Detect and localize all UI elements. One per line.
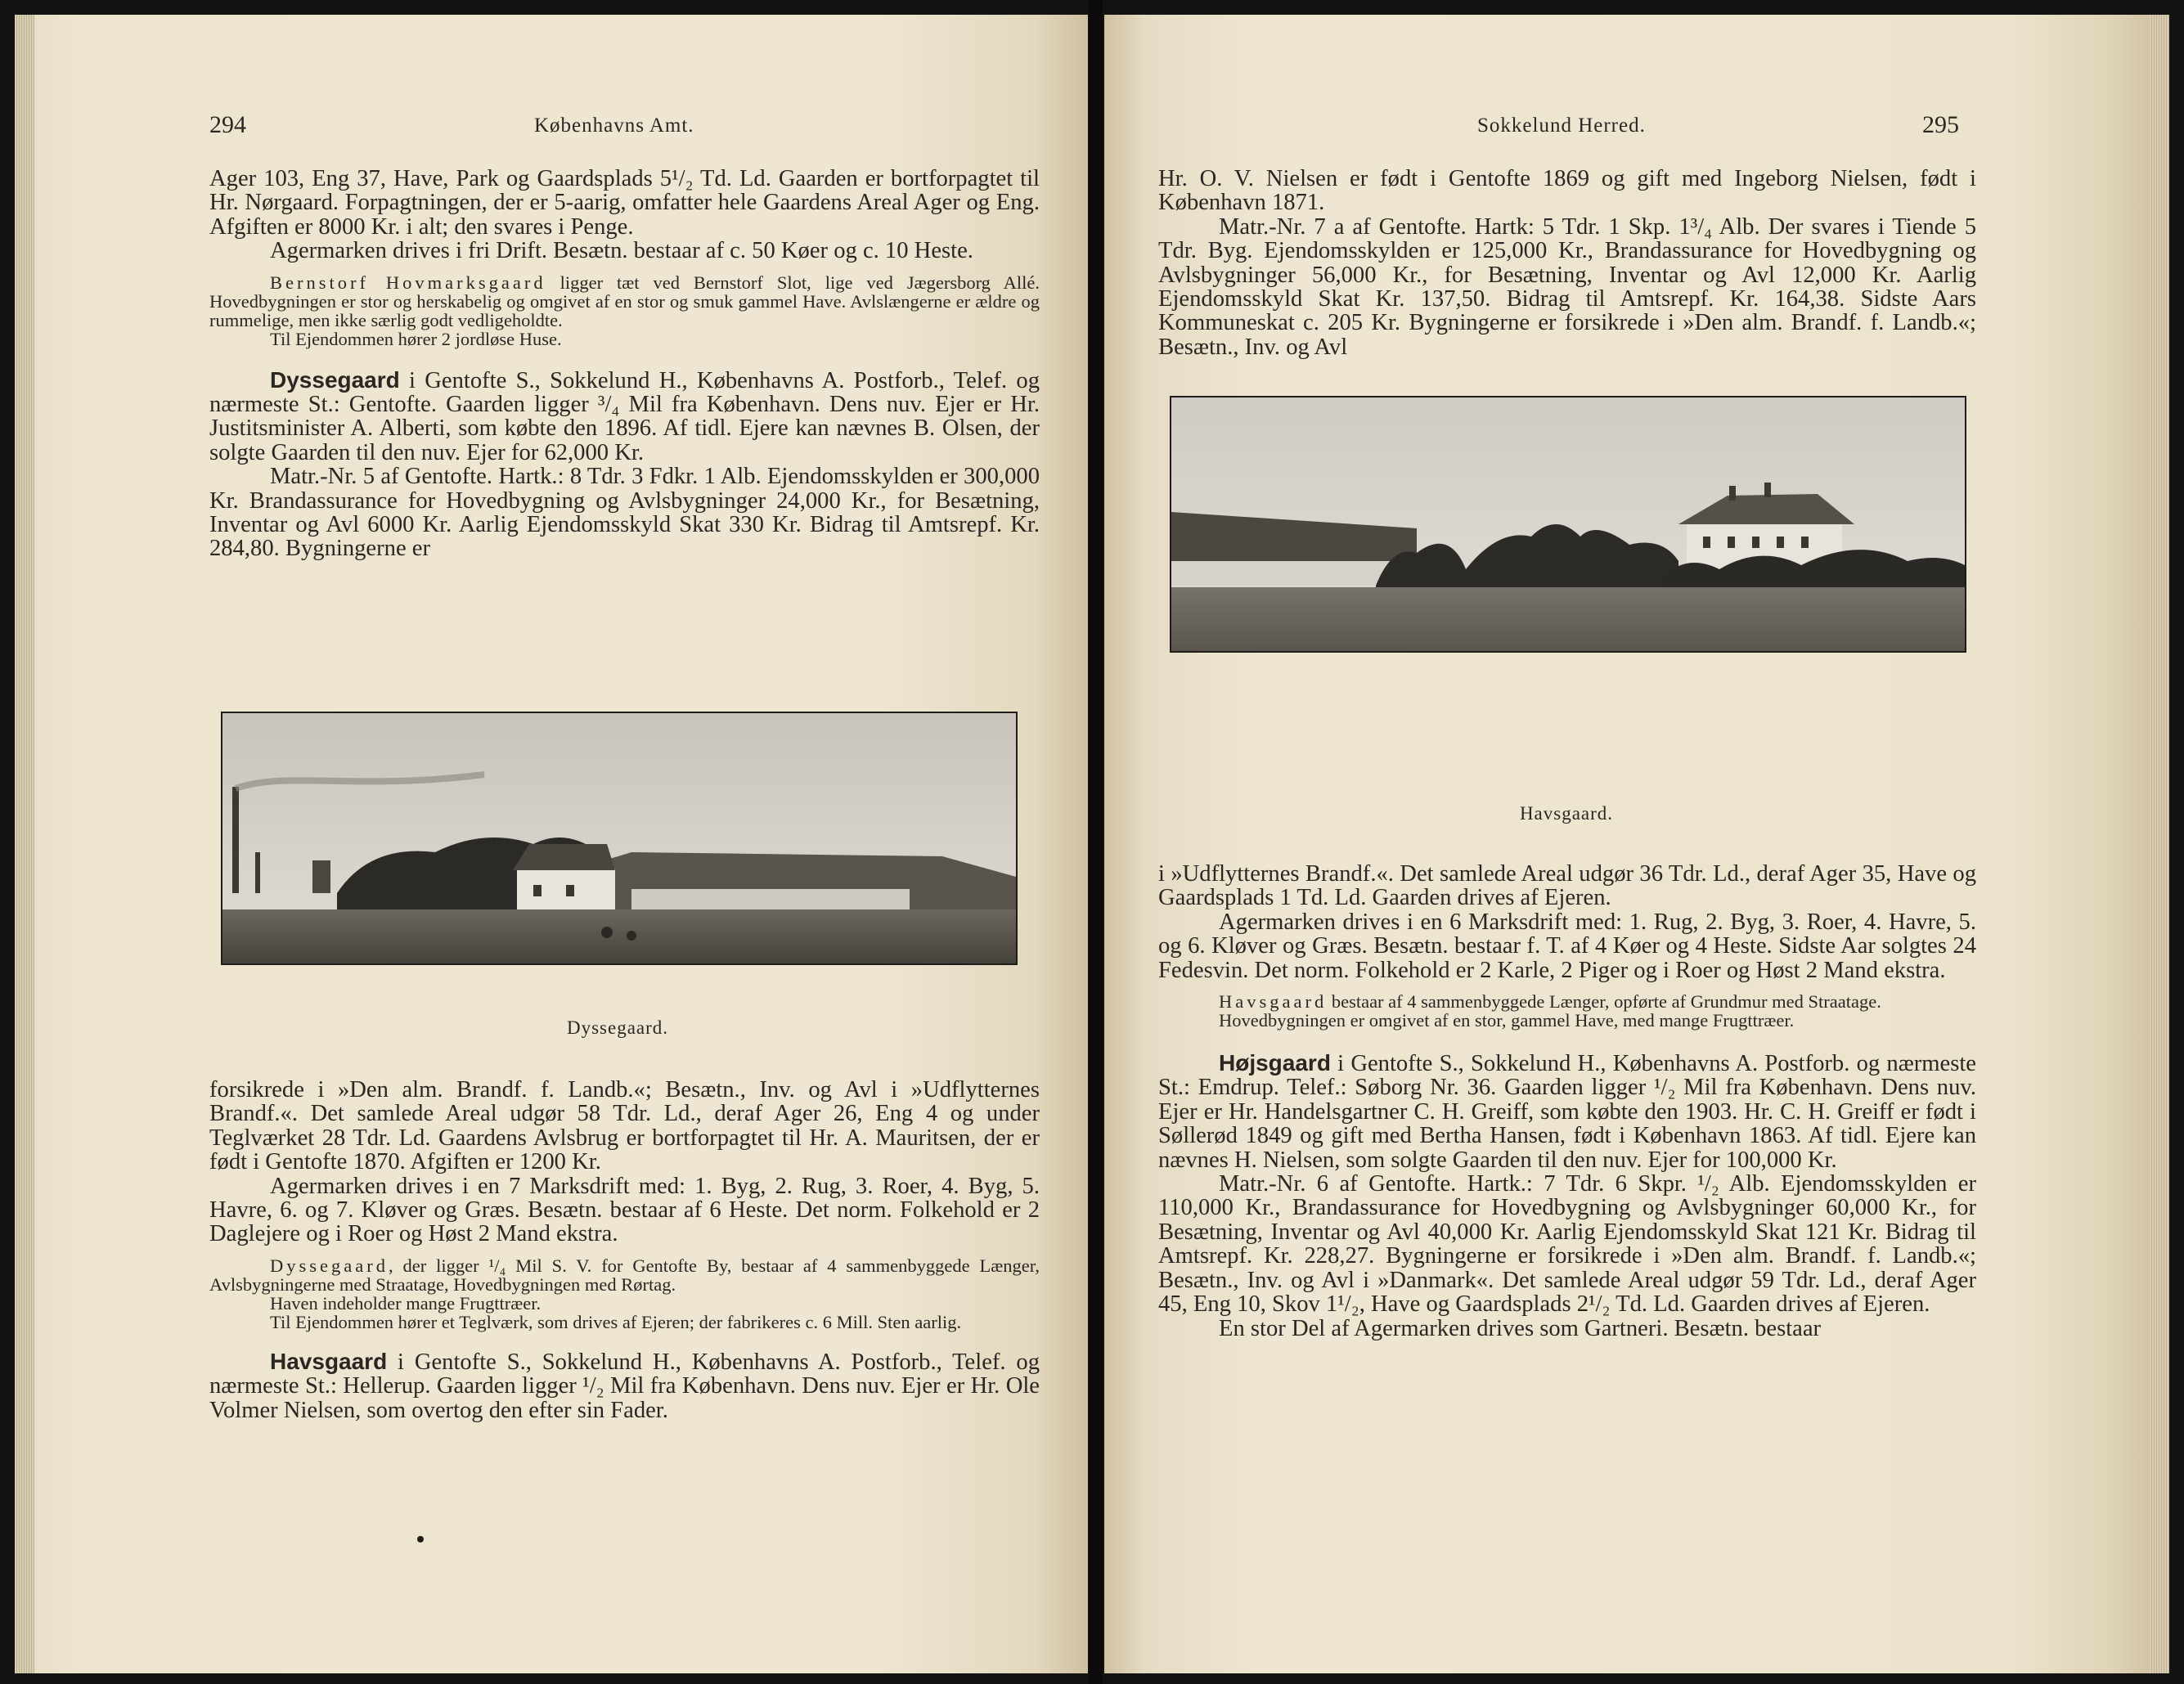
note	[209, 273, 1040, 330]
text-column-top	[209, 167, 1040, 561]
note: Haven indeholder mange Frugttræer.	[270, 1292, 542, 1314]
note: Til Ejendommen hører 2 jordløse Huse.	[270, 328, 562, 349]
paragraph: Matr.-Nr. 7 a af Gentofte. Hartk: 5 Tdr. 1 Skp. 1³/₄ Alb. Der svares i Tiende 5 Tdr. Byg. Ejendomsskylden er 125,000 Kr., Brandassurance for Hovedbygning og Avlsbygninger 56,000 Kr., for Besætning, Inventar og Avl 12,000 Kr. Aarlig Ejendomsskyld Skat Kr. 137,50. Bidrag til Amtsrepf. Kr. 164,38. Sidste Aars Kommuneskat c. 205 Kr. Bygningerne er forsikrede i »Den alm. Brandf. f. Landb.«; Besætn., Inv. og Avl	[1158, 213, 1976, 360]
note: Til Ejendommen hører et Teglværk, som drives af Ejeren; der fabrikeres c. 6 Mill. Sten aarlig.	[270, 1311, 962, 1332]
paragraph: Matr.-Nr. 5 af Gentofte. Hartk.: 8 Tdr. 3 Fdkr. 1 Alb. Ejendomsskylden er 300,000 Kr. Brandassurance for Hovedbygning og Avlsbygninger 24,000 Kr., for Besætning, Inventar og Avl 6000 Kr. Aarlig Ejendomsskyld Skat 330 Kr. Bidrag til Amtsrepf. Kr. 284,80. Bygningerne er	[209, 464, 1040, 562]
note-title: Dyssegaard	[270, 1255, 389, 1276]
note-text: ligger tæt ved Bernstorf Slot, lige ved Jægersborg Allé. Hovedbygningen er stor og herskabelig og omgivet af en stor og smuk gammel Have. Avlslængerne er ældre og rummelige, men ikke særlig godt vedligeholdte.	[209, 272, 1040, 330]
note-title: Bernstorf Hovmarksgaard	[270, 272, 546, 293]
paragraph: Ager 103, Eng 37, Have, Park og Gaardsplads 5¹/₂ Td. Ld. Gaarden er bortforpagtet til Hr. Nørgaard. Forpagtningen, der er 5-aarig, omfatter hele Gaardens Areal Ager og Eng. Afgiften er 8000 Kr. i alt; den svares i Penge.	[209, 166, 1040, 240]
running-header: Københavns Amt.	[534, 115, 694, 137]
note	[1158, 992, 1976, 1011]
note-text: bestaar af 4 sammenbyggede Længer, opførte af Grundmur med Straatage.	[1327, 991, 1881, 1013]
entry-text: i Gentofte S., Sokkelund H., Københavns A. Postforb., Telef. og nærmeste St.: Gentofte. Gaarden ligger ³/₄ Mil fra København. Dens nuv. Ejer er Hr. Justitsminister A. Alberti, som købte den 1896. Af tidl. Ejere kan nævnes B. Olsen, der solgte Gaarden til den nuv. Ejer for 62,000 Kr.	[209, 367, 1040, 465]
page-edge	[2150, 15, 2169, 1673]
page-number: 294	[209, 111, 246, 138]
note	[209, 1256, 1040, 1294]
paragraph: forsikrede i »Den alm. Brandf. f. Landb.«; Besætn., Inv. og Avl i »Udflytternes Brandf.«. Det samlede Areal udgør 58 Tdr. Ld., deraf Ager 26, Eng 4 og under Teglværket 28 Tdr. Ld. Gaardens Avlsbrug er bortforpagtet til Hr. A. Mauritsen, der er født i Gentofte 1870. Afgiften er 1200 Kr.	[209, 1077, 1040, 1175]
right-page	[1104, 15, 2169, 1673]
paragraph: i »Udflytternes Brandf.«. Det samlede Areal udgør 36 Tdr. Ld., deraf Ager 35, Have og Gaardsplads 1 Td. Ld. Gaarden drives af Ejeren.	[1158, 861, 1976, 911]
photo-caption: Havsgaard.	[1519, 803, 1614, 824]
entry-title-havsgaard: Havsgaard	[270, 1348, 388, 1374]
entry-paragraph	[209, 1349, 1040, 1422]
paragraph: Agermarken drives i en 6 Marksdrift med: 1. Rug, 2. Byg, 3. Roer, 4. Havre, 5. og 6. Kløver og Græs. Besætn. bestaar f. T. af 4 Køer og 4 Heste. Sidste Aar solgtes 24 Fedesvin. Det norm. Folkehold er 2 Karle, 2 Piger og i Roer og Høst 2 Mand ekstra.	[1158, 909, 1976, 983]
entry-paragraph	[209, 368, 1040, 465]
paragraph: En stor Del af Agermarken drives som Gartneri. Besætn. bestaar	[1219, 1315, 1822, 1341]
photo-dyssegaard	[221, 712, 1018, 965]
entry-title-hojsgaard: Højsgaard	[1219, 1050, 1331, 1076]
note: Hovedbygningen er omgivet af en stor, gammel Have, med mange Frugttræer.	[1219, 1010, 1795, 1031]
note-text: , der ligger ¹/₄ Mil S. V. for Gentofte By, bestaar af 4 sammenbyggede Længer, Avlsbygningerne med Straatage, Hovedbygningen med Rørtag.	[209, 1255, 1040, 1295]
entry-paragraph	[1158, 1051, 1976, 1172]
page-edge	[15, 15, 34, 1673]
running-header: Sokkelund Herred.	[1477, 115, 1646, 137]
text-column-top	[1158, 167, 1976, 359]
book-gutter	[1088, 0, 1103, 1684]
paragraph: Hr. O. V. Nielsen er født i Gentofte 1869 og gift med Ingeborg Nielsen, født i København 1871.	[1158, 166, 1976, 216]
paragraph: Matr.-Nr. 6 af Gentofte. Hartk.: 7 Tdr. 6 Skpr. ¹/₂ Alb. Ejendomsskylden er 110,000 Kr., Brandassurance for Hovedbygning og Avlsbygninger 60,000 Kr., for Besætning, Inventar og Avl 40,000 Kr. Aarlig Ejendomsskyld Skat 121 Kr. Bidrag til Amtsrepf. Kr. 228,27. Bygningerne er forsikrede i »Den alm. Brandf. f. Landb.«; Besætn., Inv. og Avl i »Danmark«. Det samlede Areal udgør 59 Tdr. Ld., deraf Ager 45, Eng 10, Skov 1¹/₂, Have og Gaardsplads 2¹/₂ Td. Ld. Gaarden drives af Ejeren.	[1158, 1171, 1976, 1318]
entry-text: i Gentofte S., Sokkelund H., Københavns A. Postforb., Telef. og nærmeste St.: Hellerup. Gaarden ligger ¹/₂ Mil fra København. Dens nuv. Ejer er Hr. Ole Volmer Nielsen, som overtog den efter sin Fader.	[209, 1349, 1040, 1423]
page-number: 295	[1922, 111, 1959, 138]
entry-title-dyssegaard: Dyssegaard	[270, 366, 400, 393]
entry-text: i Gentofte S., Sokkelund H., Københavns A. Postforb. og nærmeste St.: Emdrup. Telef.: Søborg Nr. 36. Gaarden ligger ¹/₂ Mil fra København. Dens nuv. Ejer er Hr. Handelsgartner C. H. Greiff, som købte den 1903. Hr. C. H. Greiff er født i Søllerød 1849 og gift med Bertha Hansen, født i København 1863. Af tidl. Ejere kan nævnes H. Nielsen, som solgte Gaarden til den nuv. Ejer for 100,000 Kr.	[1158, 1051, 1976, 1173]
photo-caption: Dyssegaard.	[566, 1017, 669, 1038]
left-page	[15, 15, 1088, 1673]
paragraph: Agermarken drives i en 7 Marksdrift med: 1. Byg, 2. Rug, 3. Roer, 4. Byg, 5. Havre, 6. og 7. Kløver og Græs. Besætn. bestaar af 6 Heste. Det norm. Folkehold er 2 Daglejere og i Roer og Høst 2 Mand ekstra.	[209, 1173, 1040, 1247]
photo-havsgaard	[1170, 396, 1966, 653]
text-column-bottom	[209, 1078, 1040, 1422]
ink-dot	[417, 1536, 424, 1543]
paragraph: Agermarken drives i fri Drift. Besætn. bestaar af c. 50 Køer og c. 10 Heste.	[270, 238, 973, 264]
note-title: Havsgaard	[1219, 991, 1328, 1013]
text-column-bottom	[1158, 862, 1976, 1340]
